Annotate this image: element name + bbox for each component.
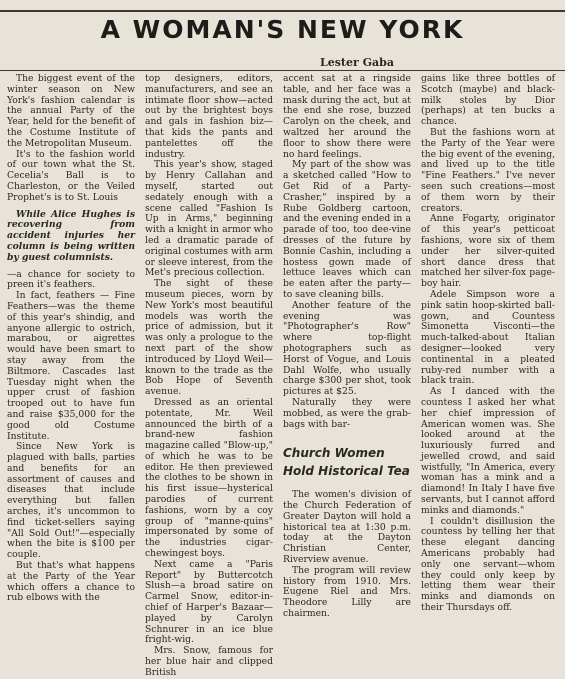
paragraph: Mrs. Snow, famous for her blue hair and clipped British xyxy=(145,645,273,678)
paragraph: —a chance for society to preen it's feathers. xyxy=(7,268,135,291)
paragraph: The sight of these museum pieces, worn by New York's most beautiful models was worth the price of admission, but it was only a prologue to the next part of the show introduced by Lloyd Weil—known to the trade as the Bob Hope of Seventh avenue. xyxy=(145,278,273,398)
top-rule xyxy=(0,10,565,12)
paragraph: accent sat at a ringside table, and her face was a mask during the act, but at the end she rose, buzzed Carolyn on the cheek, and waltzed her around the floor to show there were no hard feelings. xyxy=(283,73,411,160)
paragraph: Naturally they were mobbed, as were the grab-bags with bar- xyxy=(283,396,411,430)
paragraph: Anne Fogarty, originator of this year's petticoat fashions, wore six of them under her silver-quited short dance dress that matched her silver-fox page-boy hair. xyxy=(421,213,555,290)
paragraph: It's to the fashion world of our town what the St. Cecelia's Ball is to Charleston, or the Veiled Prophet's is to St. Louis xyxy=(7,148,135,203)
paragraph: Since New York is plagued with balls, parties and benefits for an assortment of causes and diseases that include everything but fallen arches, it's uncommon to find ticket-sellers saying "All Sold Out!"—especially when the bite is $100 per couple. xyxy=(7,441,135,561)
paragraph: top designers, editors, manufacturers, and see an intimate floor show—acted out by the brightest boys and gals in fashion biz—that kids the pants and pantelettes off the industry. xyxy=(145,73,273,160)
editor-note: While Alice Hughes is recovering from accident injuries her column is being written by guest columnists. xyxy=(7,208,135,263)
paragraph: The women's division of the Church Federation of Greater Dayton will hold a historical tea at 1:30 p.m. today at the Dayton Christian Center, Riverview avenue. xyxy=(283,489,411,566)
article-column-1 xyxy=(7,73,135,604)
paragraph: But the fashions worn at the Party of the Year were the big event of the evening, and lived up to the title "Fine Feathers." I've never seen such creations—most of them worn by their creators. xyxy=(421,126,555,214)
paragraph: The biggest event of the winter season on New York's fashion calendar is the annual Party of the Year, held for the benefit of the Costume Institute of the Metropolitan Museum. xyxy=(7,73,135,149)
paragraph: In fact, feathers — Fine Feathers—was the theme of this year's shindig, and anyone allergic to ostrich, marabou, or aigrettes would have been smart to stay away from the Biltmore. Cascades last Tuesday night when the upper crust of fashion trooped out to have fun and raise $35,000 for the good old Costume Institute. xyxy=(7,290,135,442)
byline: Lester Gaba xyxy=(320,56,394,69)
article-column-4 xyxy=(421,73,555,614)
header-rule xyxy=(0,70,565,71)
page-header-strip xyxy=(0,0,565,9)
article-column-3 xyxy=(283,73,411,620)
paragraph: The program will review history from 1910. Mrs. Eugene Riel and Mrs. Theodore Lilly are chairmen. xyxy=(283,564,411,620)
paragraph: I couldn't disillusion the countess by telling her that these elegant dancing Americans probably had only one servant—whom they could only keep by letting them wear their minks and diamonds on their Thursdays off. xyxy=(421,515,555,614)
paragraph: This year's show, staged by Henry Callahan and myself, started out sedately enough with a scene called "Fashion Is Up in Arms," beginning with a knight in armor who led a dramatic parade of original costumes with arm or sleeve interest, from the Met's precious collection. xyxy=(145,159,273,279)
paragraph: Another feature of the evening was "Photographer's Row" where top-flight photographers such as Horst of Vogue, and Louis Dahl Wolfe, who usually charge $300 per shot, took pictures at $25. xyxy=(283,299,411,398)
paragraph: Adele Simpson wore a pink satin hoop-skirted ball-gown, and Countess Simonetta Visconti—the much-talked-about Italian designer—looked very continental in a pleated ruby-red number with a black train. xyxy=(421,288,555,387)
paragraph: gains like three bottles of Scotch (maybe) and black-milk stoles by Dior (perhaps) at ten bucks a chance. xyxy=(421,73,555,128)
paragraph: Next came a "Paris Report" by Buttercotch Slush—a broad satire on Carmel Snow, editor-in-chief of Harper's Bazaar—played by Carolyn Schnurer in an ice blue fright-wig. xyxy=(145,558,273,646)
paragraph: But that's what happens at the Party of the Year which offers a chance to rub elbows with the xyxy=(7,560,135,604)
church-news-headline: Church Women Hold Historical Tea xyxy=(283,446,410,479)
paragraph: My part of the show was a sketched called "How to Get Rid of a Party-Crasher," inspired by a Rube Goldberg cartoon, and the evening ended in a parade of too, too dee-vine dresses of the future by Bonnie Cashin, including a hostess gown made of lettuce leaves which can be eaten after the party—to save cleaning bills. xyxy=(283,159,411,300)
column-title: A WOMAN'S NEW YORK xyxy=(100,15,465,44)
paragraph: As I danced with the countess I asked her what her chief impression of American women was. She looked around at the luxuriously furred and jewelled crowd, and said wistfully, "In America, every woman has a mink and a diamond! In Italy I have five servants, but I cannot afford minks and diamonds." xyxy=(421,386,555,516)
article-column-2 xyxy=(145,73,273,678)
paragraph: Dressed as an oriental potentate, Mr. Weil announced the birth of a brand-new fashion magazine called "Blow-up," of which he was to be editor. He then previewed the clothes to be shown in his first issue—hysterical parodies of current fashions, worn by a coy group of "manne-quins" impersonated by some of the industries cigar-chewingest boys. xyxy=(145,396,273,560)
